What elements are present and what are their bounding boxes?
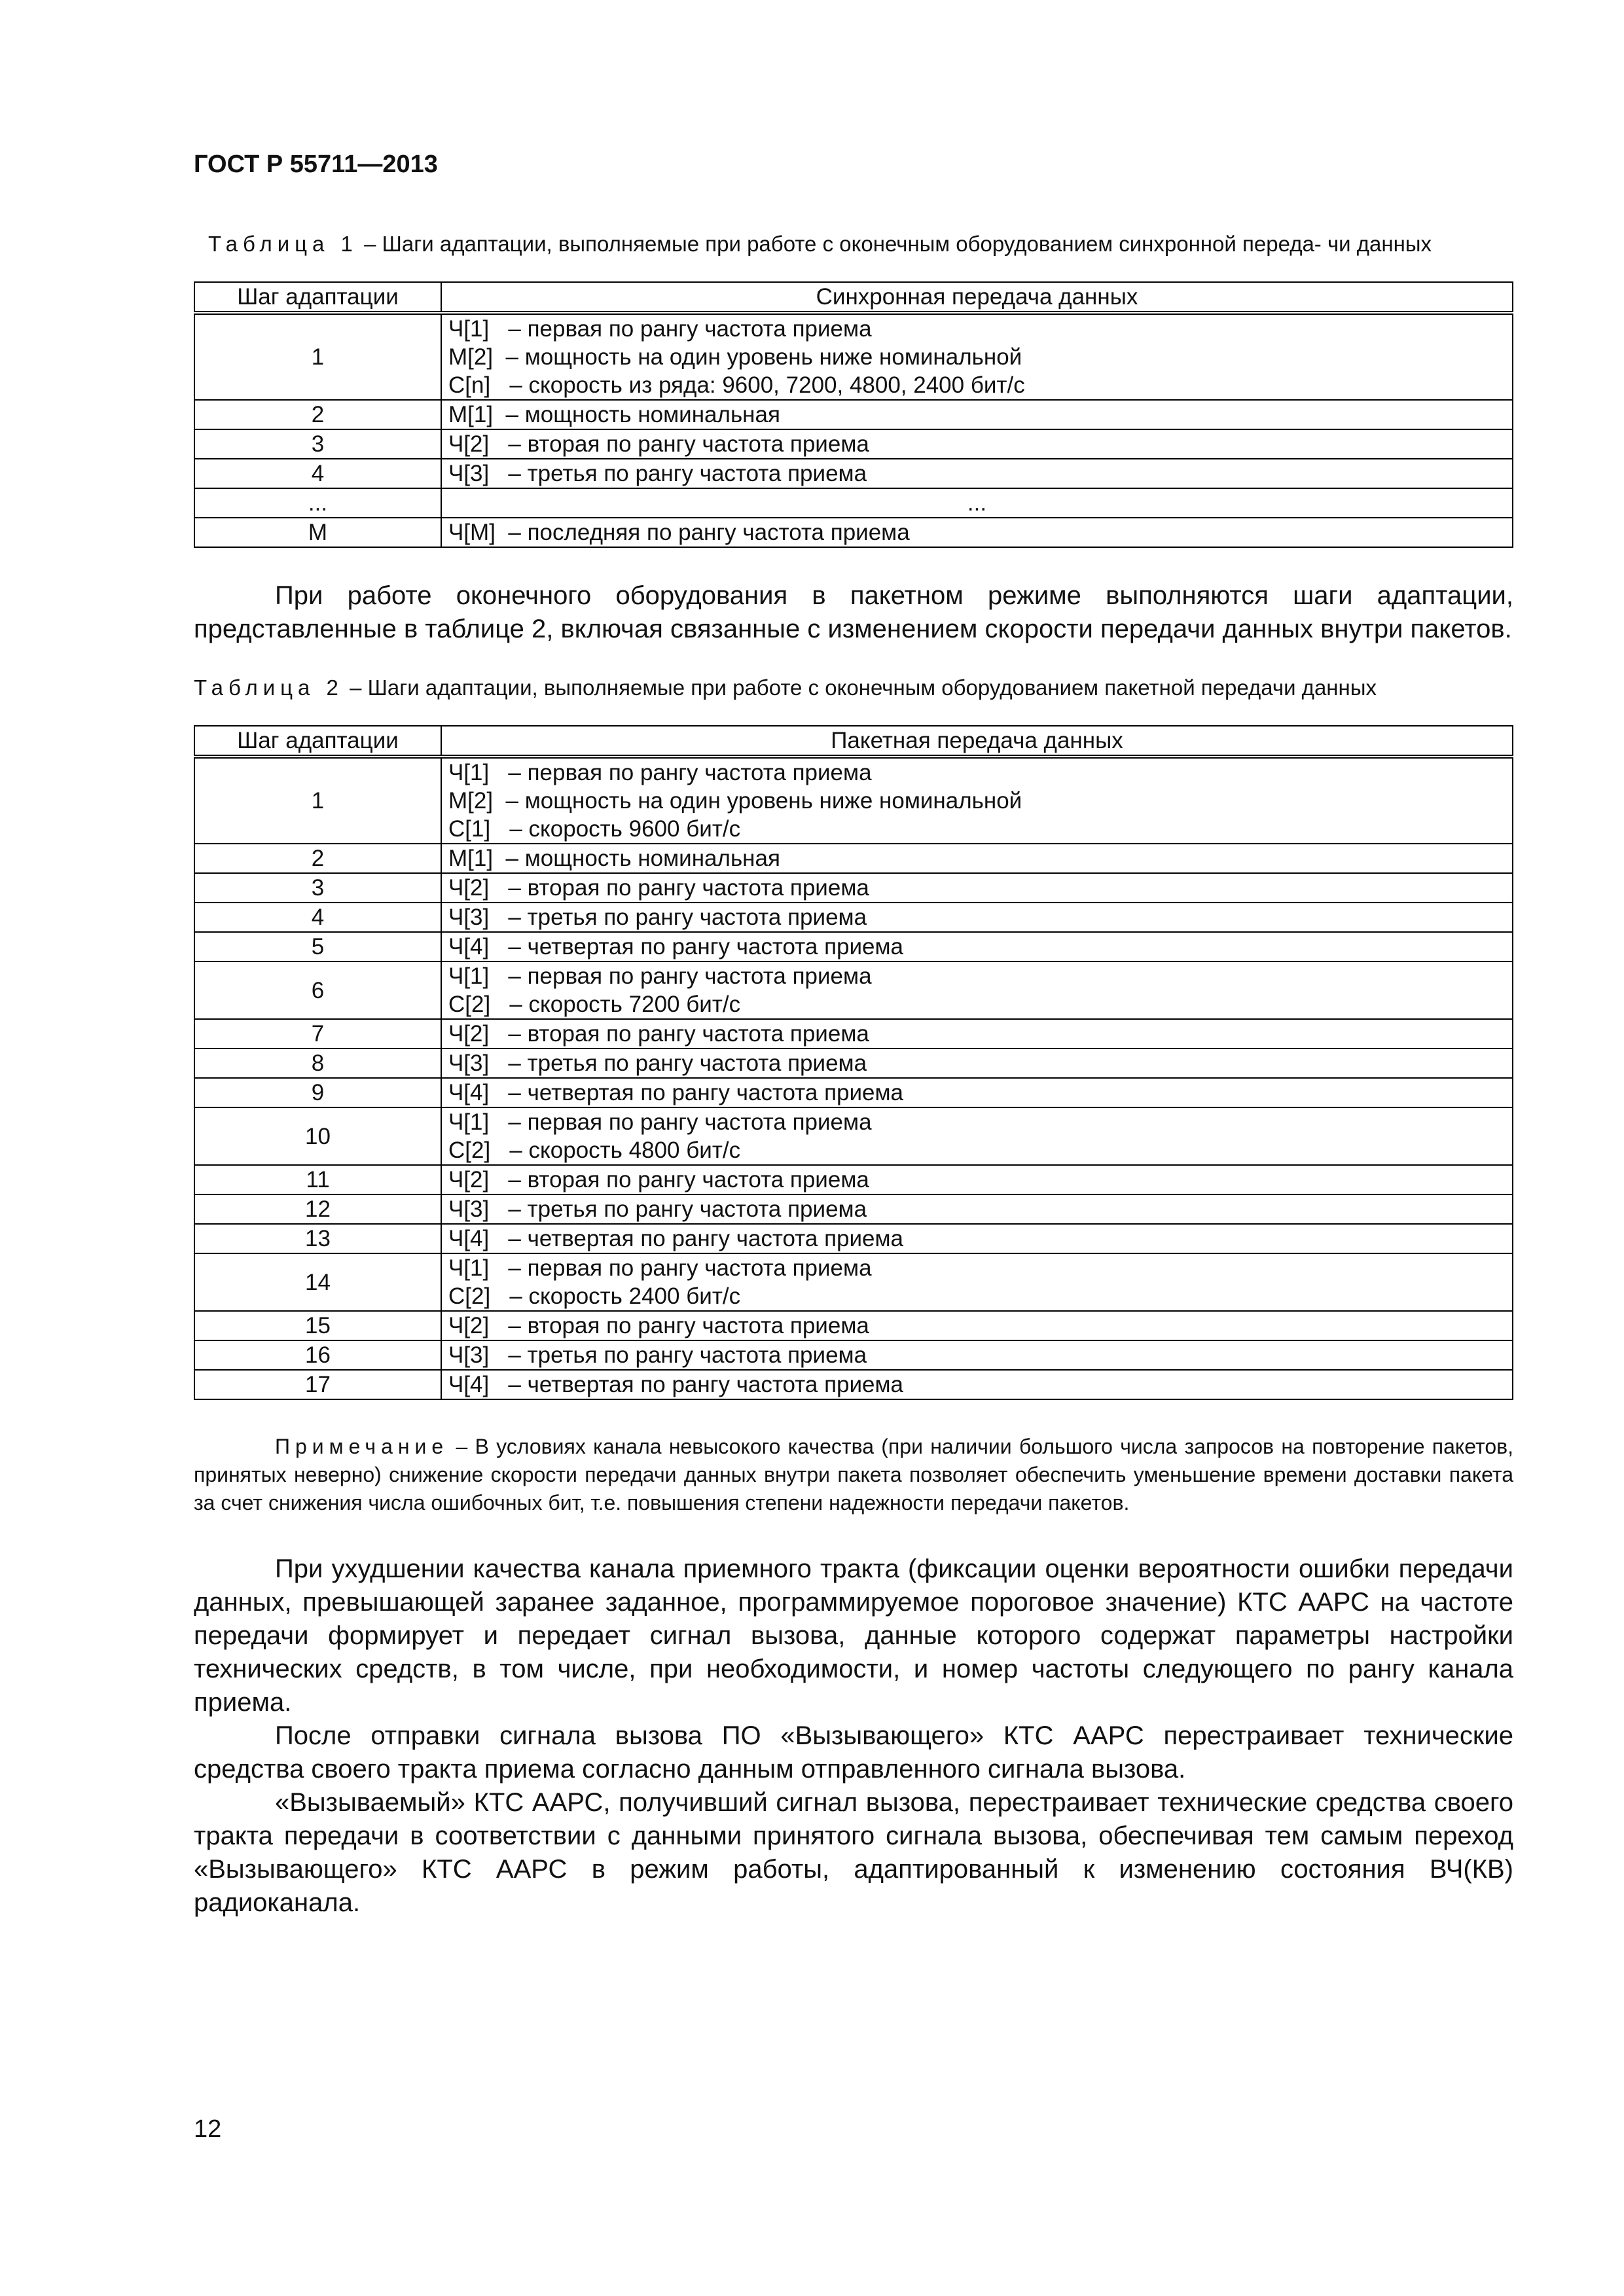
table2-caption-label: Таблица 2 [194, 675, 344, 700]
action-line: Ч[1] – первая по рангу частота приема [448, 1255, 872, 1281]
table2-caption-text: – Шаги адаптации, выполняемые при работе с оконечным оборудованием пакетной передачи данных [343, 675, 1377, 700]
action-line: С[2] – скорость 7200 бит/с [448, 992, 741, 1017]
action-cell [441, 844, 1513, 873]
action-line: Ч[3] – третья по рангу частота приема [448, 1050, 867, 1076]
table-row [194, 1194, 1513, 1224]
step-cell: 12 [194, 1194, 441, 1224]
action-line: Ч[2] – вторая по рангу частота приема [448, 1313, 869, 1338]
table-row [194, 903, 1513, 932]
step-cell: 4 [194, 459, 441, 488]
step-cell: 11 [194, 1165, 441, 1194]
action-cell [441, 1078, 1513, 1107]
note-text: – В условиях канала невысокого качества (при наличии большого числа запросов на повторение пакетов, принятых неверно) снижение скорости передачи данных внутри пакета позволяет обеспечить уменьшение времени доставки пакета за счет снижения числа ошибочных бит, т.е. повышения степени надежности передачи пакетов. [194, 1435, 1513, 1515]
step-cell: 6 [194, 961, 441, 1019]
step-cell: 13 [194, 1224, 441, 1253]
step-cell: 4 [194, 903, 441, 932]
action-cell [441, 1107, 1513, 1165]
table1-body [194, 313, 1513, 547]
action-cell [441, 1049, 1513, 1078]
table-row [194, 1078, 1513, 1107]
table-row [194, 488, 1513, 518]
action-line: С[2] – скорость 4800 бит/с [448, 1138, 741, 1163]
action-cell [441, 400, 1513, 429]
action-line: М[2] – мощность на один уровень ниже номинальной [448, 788, 1022, 814]
table-row [194, 1253, 1513, 1311]
action-cell [441, 1311, 1513, 1340]
step-cell: 1 [194, 757, 441, 844]
action-cell [441, 313, 1513, 400]
table-row [194, 1019, 1513, 1049]
table1-col-sync: Синхронная передача данных [441, 282, 1513, 313]
action-line: Ч[М] – последняя по рангу частота приема [448, 520, 910, 545]
table-row [194, 873, 1513, 903]
step-cell: 9 [194, 1078, 441, 1107]
step-cell: 1 [194, 313, 441, 400]
action-line: Ч[1] – первая по рангу частота приема [448, 963, 872, 989]
action-line: Ч[1] – первая по рангу частота приема [448, 1109, 872, 1135]
action-line: Ч[4] – четвертая по рангу частота приема [448, 934, 904, 960]
action-line: ... [967, 490, 987, 516]
action-line: Ч[3] – третья по рангу частота приема [448, 1342, 867, 1368]
table-row [194, 1311, 1513, 1340]
action-line: Ч[2] – вторая по рангу частота приема [448, 1021, 869, 1047]
action-cell [441, 1340, 1513, 1370]
action-line: С[2] – скорость 2400 бит/с [448, 1283, 741, 1309]
table-row [194, 313, 1513, 400]
paragraph-called-station: «Вызываемый» КТС ААРС, получивший сигнал вызова, перестраивает технические средства своего тракта передачи в соответствии с данными принятого сигнала вызова, обеспечивая тем самым переход «Вызывающего» КТС ААРС в режим работы, адаптированный к изменению состояния ВЧ(КВ) радиоканала. [194, 1788, 1513, 1917]
action-line: Ч[3] – третья по рангу частота приема [448, 1196, 867, 1222]
table2-col-step: Шаг адаптации [194, 726, 441, 757]
step-cell: 8 [194, 1049, 441, 1078]
action-cell [441, 429, 1513, 459]
action-line: Ч[3] – третья по рангу частота приема [448, 461, 867, 486]
table-row [194, 1370, 1513, 1399]
step-cell: 2 [194, 844, 441, 873]
step-cell: 15 [194, 1311, 441, 1340]
paragraph-channel-degradation: При ухудшении качества канала приемного тракта (фиксации оценки вероятности ошибки передачи данных, превышающей заранее заданное, программируемое пороговое значение) КТС ААРС на частоте передачи формирует и передает сигнал вызова, данные которого содержат параметры настройки технических средств, в том числе, при необходимости, и номер частоты следующего по рангу канала приема. [194, 1554, 1513, 1717]
action-line: Ч[1] – первая по рангу частота приема [448, 316, 872, 342]
action-cell [441, 932, 1513, 961]
document-page [194, 151, 1513, 1920]
action-line: Ч[2] – вторая по рангу частота приема [448, 1167, 869, 1193]
paragraph-after-call: После отправки сигнала вызова ПО «Вызывающего» КТС ААРС перестраивает технические средства своего тракта приема согласно данным отправленного сигнала вызова. [194, 1721, 1513, 1784]
step-cell: 10 [194, 1107, 441, 1165]
action-line: М[1] – мощность номинальная [448, 846, 780, 871]
table-row [194, 459, 1513, 488]
step-cell: М [194, 518, 441, 547]
action-line: Ч[4] – четвертая по рангу частота приема [448, 1226, 904, 1251]
table-row [194, 1107, 1513, 1165]
step-cell: 3 [194, 873, 441, 903]
action-cell [441, 903, 1513, 932]
step-cell: 16 [194, 1340, 441, 1370]
page-number: 12 [194, 2115, 222, 2143]
action-cell [441, 1253, 1513, 1311]
step-cell: 2 [194, 400, 441, 429]
action-cell [441, 488, 1513, 518]
table1-caption-text: – Шаги адаптации, выполняемые при работе с оконечным оборудованием синхронной переда- чи данных [357, 232, 1432, 256]
table-row [194, 1340, 1513, 1370]
step-cell: ... [194, 488, 441, 518]
action-cell [441, 1019, 1513, 1049]
action-line: М[2] – мощность на один уровень ниже номинальной [448, 344, 1022, 370]
paragraph-packet-mode: При работе оконечного оборудования в пакетном режиме выполняются шаги адаптации, представленные в таблице 2, включая связанные с изменением скорости передачи данных внутри пакетов. [194, 581, 1513, 643]
table-row [194, 844, 1513, 873]
document-header: ГОСТ Р 55711—2013 [194, 151, 438, 178]
action-cell [441, 1194, 1513, 1224]
action-line: Ч[4] – четвертая по рангу частота приема [448, 1080, 904, 1105]
table2-caption [194, 673, 1513, 702]
table2-header-row [194, 726, 1513, 757]
action-cell [441, 1165, 1513, 1194]
table-row [194, 757, 1513, 844]
action-line: Ч[2] – вторая по рангу частота приема [448, 431, 869, 457]
table-row [194, 1049, 1513, 1078]
table2-note [194, 1433, 1513, 1517]
action-line: Ч[4] – четвертая по рангу частота приема [448, 1372, 904, 1397]
action-cell [441, 459, 1513, 488]
step-cell: 5 [194, 932, 441, 961]
table2-body [194, 757, 1513, 1399]
table-row [194, 518, 1513, 547]
step-cell: 7 [194, 1019, 441, 1049]
action-line: Ч[2] – вторая по рангу частота приема [448, 875, 869, 901]
note-label: Примечание [275, 1435, 449, 1458]
step-cell: 3 [194, 429, 441, 459]
table-row [194, 1165, 1513, 1194]
action-cell [441, 518, 1513, 547]
table2-col-packet: Пакетная передача данных [441, 726, 1513, 757]
action-line: М[1] – мощность номинальная [448, 402, 780, 427]
table1-col-step: Шаг адаптации [194, 282, 441, 313]
table-row [194, 1224, 1513, 1253]
table-row [194, 429, 1513, 459]
action-line: С[n] – скорость из ряда: 9600, 7200, 4800, 2400 бит/с [448, 372, 1025, 398]
table1-caption [208, 230, 1513, 258]
action-line: Ч[3] – третья по рангу частота приема [448, 905, 867, 930]
action-line: Ч[1] – первая по рангу частота приема [448, 760, 872, 785]
action-cell [441, 1224, 1513, 1253]
table-row [194, 961, 1513, 1019]
step-cell: 14 [194, 1253, 441, 1311]
action-cell [441, 961, 1513, 1019]
action-line: С[1] – скорость 9600 бит/с [448, 816, 741, 842]
table-row [194, 932, 1513, 961]
action-cell [441, 873, 1513, 903]
table-row [194, 400, 1513, 429]
table2 [194, 725, 1513, 1400]
table1-header-row [194, 282, 1513, 313]
action-cell [441, 757, 1513, 844]
action-cell [441, 1370, 1513, 1399]
table1-caption-label: Таблица 1 [208, 232, 358, 256]
table1 [194, 281, 1513, 548]
step-cell: 17 [194, 1370, 441, 1399]
